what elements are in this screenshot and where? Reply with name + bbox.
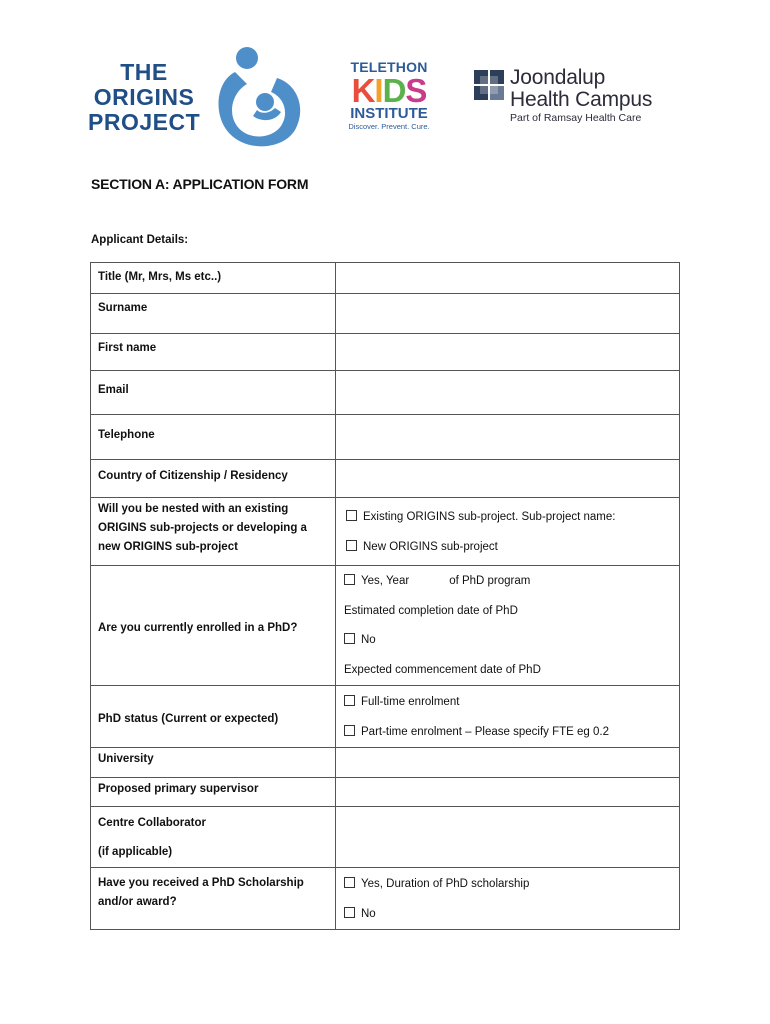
- surname-field[interactable]: [336, 294, 680, 334]
- row-collaborator: [91, 807, 680, 868]
- collaborator-field[interactable]: [336, 807, 680, 868]
- phd-yes-label: Yes, Year: [361, 575, 410, 587]
- collaborator-sublabel: (if applicable): [98, 846, 173, 858]
- existing-subproject-label: Existing ORIGINS sub-project. Sub-project name:: [363, 511, 616, 523]
- full-time-label: Full-time enrolment: [361, 696, 460, 708]
- university-field[interactable]: [336, 748, 680, 778]
- application-form-table: [90, 262, 680, 930]
- section-title: SECTION A: APPLICATION FORM: [91, 176, 309, 192]
- phd-enrolled-label: Are you currently enrolled in a PhD?: [91, 566, 336, 686]
- supervisor-field[interactable]: [336, 778, 680, 807]
- telethon-kids-logo: TELETHON KIDS INSTITUTE Discover. Prevent. Cure.: [343, 60, 435, 132]
- origins-project-logo: THE ORIGINS PROJECT: [88, 59, 201, 135]
- country-field[interactable]: [336, 460, 680, 498]
- first-name-label: First name: [91, 334, 336, 371]
- part-time-label: Part-time enrolment – Please specify FTE eg 0.2: [361, 726, 609, 738]
- email-field[interactable]: [336, 371, 680, 415]
- origins-mother-child-icon: [205, 42, 305, 152]
- supervisor-label: Proposed primary supervisor: [91, 778, 336, 807]
- telephone-label: Telephone: [91, 415, 336, 460]
- new-subproject-checkbox[interactable]: [346, 540, 357, 551]
- scholarship-no-label: No: [361, 908, 376, 920]
- phd-no-label: No: [361, 634, 376, 646]
- title-label: Title (Mr, Mrs, Ms etc..): [91, 263, 336, 294]
- existing-subproject-checkbox[interactable]: [346, 510, 357, 521]
- row-email: [91, 371, 680, 415]
- scholarship-yes-label: Yes, Duration of PhD scholarship: [361, 878, 530, 890]
- row-telephone: [91, 415, 680, 460]
- phd-no-checkbox[interactable]: [344, 633, 355, 644]
- phd-yes-checkbox[interactable]: [344, 574, 355, 585]
- scholarship-yes-checkbox[interactable]: [344, 877, 355, 888]
- header-logos: THE ORIGINS PROJECT TELETHON KIDS INSTITUTE Discover. Prevent. Cure. Joondalup Health Campus Part of Ramsay Health Care: [0, 0, 770, 160]
- applicant-details-heading: Applicant Details:: [91, 234, 189, 246]
- scholarship-label: Have you received a PhD Scholarship and/or award?: [91, 868, 336, 930]
- phd-commencement-text: Expected commencement date of PhD: [344, 663, 541, 676]
- row-nested: [91, 498, 680, 566]
- row-first-name: [91, 334, 680, 371]
- row-country: [91, 460, 680, 498]
- row-phd: [91, 566, 680, 686]
- email-label: Email: [91, 371, 336, 415]
- row-title: [91, 263, 680, 294]
- row-university: [91, 748, 680, 778]
- first-name-field[interactable]: [336, 334, 680, 371]
- new-subproject-label: New ORIGINS sub-project: [363, 541, 498, 553]
- phd-completion-text: Estimated completion date of PhD: [344, 604, 518, 617]
- scholarship-no-checkbox[interactable]: [344, 907, 355, 918]
- row-phd-status: [91, 686, 680, 748]
- nested-label: Will you be nested with an existing ORIGINS sub-projects or developing a new ORIGINS sub-project: [91, 498, 336, 566]
- university-label: University: [91, 748, 336, 778]
- joondalup-grid-icon: [474, 70, 504, 100]
- phd-status-label: PhD status (Current or expected): [91, 686, 336, 748]
- telephone-field[interactable]: [336, 415, 680, 460]
- row-supervisor: [91, 778, 680, 807]
- full-time-checkbox[interactable]: [344, 695, 355, 706]
- title-field[interactable]: [336, 263, 680, 294]
- country-label: Country of Citizenship / Residency: [91, 460, 336, 498]
- part-time-checkbox[interactable]: [344, 725, 355, 736]
- surname-label: Surname: [91, 294, 336, 334]
- collaborator-label: Centre Collaborator: [98, 817, 206, 829]
- row-scholarship: [91, 868, 680, 930]
- kids-wordmark: KIDS: [351, 72, 427, 109]
- row-surname: [91, 294, 680, 334]
- phd-year-suffix: of PhD program: [449, 575, 531, 587]
